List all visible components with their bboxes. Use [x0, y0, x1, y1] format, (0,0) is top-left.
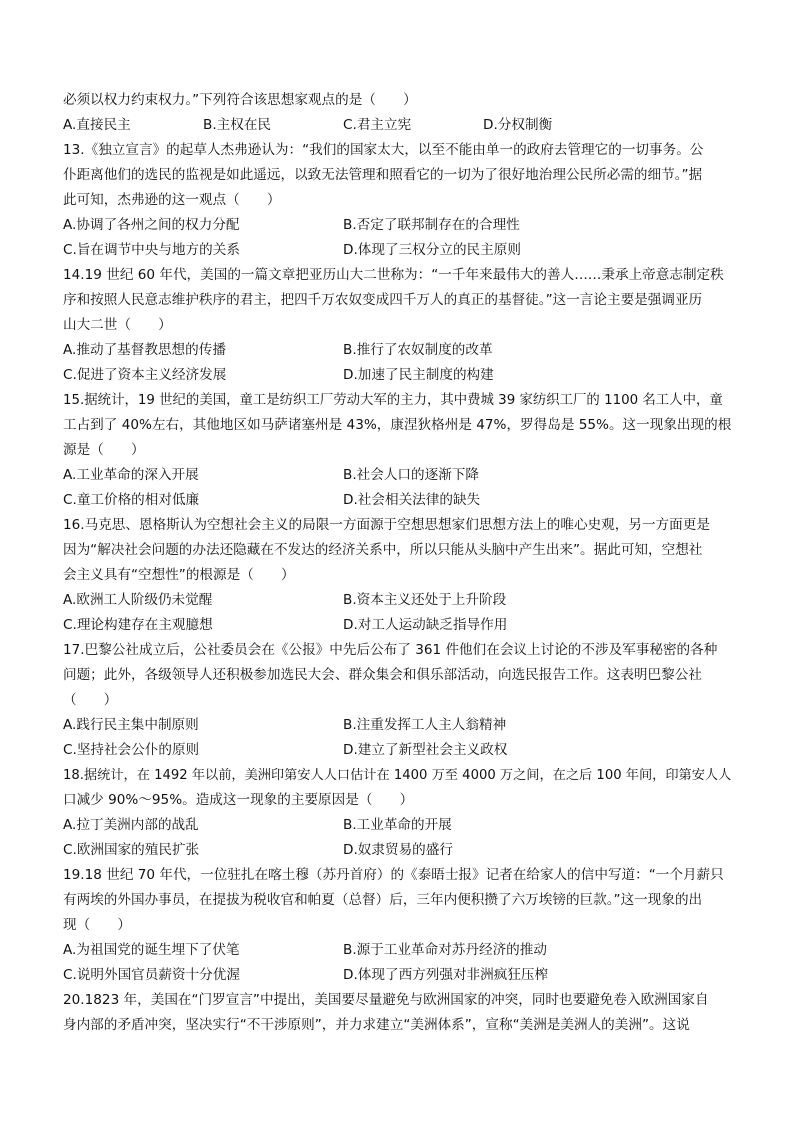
question-stem-line: 会主义具有“空想性”的根源是（ ）: [63, 567, 295, 583]
option-d: D.社会相关法律的缺失: [343, 492, 481, 508]
question-stem-line: （ ）: [63, 692, 118, 708]
option-d: D.加速了民主制度的构建: [343, 367, 494, 383]
option-c: C.欧洲国家的殖民扩张: [63, 842, 200, 858]
option-c: C.君主立宪: [343, 117, 412, 133]
option-a: A.协调了各州之间的权力分配: [63, 217, 240, 233]
question-15: [63, 388, 731, 513]
option-c: C.促进了资本主义经济发展: [63, 367, 227, 383]
option-d: D.对工人运动缺乏指导作用: [343, 617, 508, 633]
option-a: A.为祖国党的诞生埋下了伏笔: [63, 942, 240, 958]
question-stem-line: 19.18 世纪 70 年代，一位驻扎在喀土穆（苏丹首府）的《泰晤士报》记者在给家人的信中写道：“一个月薪只: [63, 867, 724, 883]
question-stem-line: 16.马克思、恩格斯认为空想社会主义的局限一方面源于空想思想家们思想方法上的唯心史观，另一方面更是: [63, 517, 710, 533]
option-a: A.直接民主: [63, 117, 131, 133]
question-stem-line: 现（ ）: [63, 917, 131, 933]
question-options-row: [63, 838, 731, 863]
option-b: B.注重发挥工人主人翁精神: [343, 717, 507, 733]
question-stem-line: 身内部的矛盾冲突，坚决实行“不干涉原则”，并力求建立“美洲体系”，宣称“美洲是美洲人的美洲”。这说: [63, 1017, 690, 1033]
question-options-row: [63, 938, 731, 963]
question-stem-line: 仆距离他们的选民的监视是如此遥远，以致无法管理和照看它的一切为了很好地治理公民所必需的细节。”据: [63, 167, 703, 183]
question-stem-line: 口减少 90%～95%。造成这一现象的主要原因是（ ）: [63, 792, 414, 808]
question-18: [63, 763, 731, 863]
question-stem-line: 工占到了 40%左右，其他地区如马萨诸塞州是 43%，康涅狄格州是 47%，罗得岛是 55%。这一现象出现的根: [63, 417, 732, 433]
option-c: C.说明外国官员薪资十分优渥: [63, 967, 240, 983]
exam-page: [63, 88, 731, 1038]
option-c: C.童工价格的相对低廉: [63, 492, 200, 508]
option-b: B.主权在民: [203, 117, 272, 133]
option-b: B.社会人口的逐渐下降: [343, 467, 479, 483]
question-stem-line: 17.巴黎公社成立后，公社委员会在《公报》中先后公布了 361 件他们在会议上讨论的不涉及军事秘密的各种: [63, 642, 718, 658]
question-stem-line: 山大二世（ ）: [63, 317, 172, 333]
option-d: D.建立了新型社会主义政权: [343, 742, 508, 758]
question-17: [63, 638, 731, 763]
option-b: B.工业革命的开展: [343, 817, 452, 833]
question-stem-line: 有两埃的外国办事员，在提拔为税收官和帕夏（总督）后，三年内便积攒了六万埃镑的巨款。”这一现象的出: [63, 892, 703, 908]
question-options-row: [63, 463, 731, 488]
option-d: D.奴隶贸易的盛行: [343, 842, 453, 858]
question-stem-line: 序和按照人民意志维护秩序的君主，把四千万农奴变成四千万人的真正的基督徒。”这一言论主要是强调亚历: [63, 292, 703, 308]
question-stem-line: 14.19 世纪 60 年代，美国的一篇文章把亚历山大二世称为：“一千年来最伟大的善人……秉承上帝意志制定秩: [63, 267, 724, 283]
option-b: B.推行了农奴制度的改革: [343, 342, 493, 358]
option-b: B.否定了联邦制存在的合理性: [343, 217, 520, 233]
question-options-row: [63, 738, 731, 763]
question-options-row: [63, 338, 731, 363]
option-b: B.资本主义还处于上升阶段: [343, 592, 507, 608]
question-12-options: [63, 113, 731, 138]
option-a: A.欧洲工人阶级仍未觉醒: [63, 592, 213, 608]
question-16: [63, 513, 731, 638]
question-14: [63, 263, 731, 388]
question-options-row: [63, 813, 731, 838]
question-options-row: [63, 238, 731, 263]
option-b: B.源于工业革命对苏丹经济的推动: [343, 942, 547, 958]
question-stem-line: 20.1823 年，美国在“门罗宣言”中提出，美国要尽量避免与欧洲国家的冲突，同时也要避免卷入欧洲国家自: [63, 992, 709, 1008]
question-options-row: [63, 588, 731, 613]
option-a: A.拉丁美洲内部的战乱: [63, 817, 199, 833]
option-a: A.工业革命的深入开展: [63, 467, 199, 483]
option-d: D.体现了西方列强对非洲疯狂压榨: [343, 967, 549, 983]
question-13: [63, 138, 731, 263]
option-a: A.推动了基督教思想的传播: [63, 342, 226, 358]
question-options-row: [63, 613, 731, 638]
question-stem-line: 此可知，杰弗逊的这一观点（ ）: [63, 192, 281, 208]
question-stem-line: 因为“解决社会问题的办法还隐藏在不发达的经济关系中，所以只能从头脑中产生出来”。据此可知，空想社: [63, 542, 703, 558]
question-12-stem-tail: 必须以权力约束权力。”下列符合该思想家观点的是（ ）: [63, 92, 417, 108]
question-stem-line: 18.据统计，在 1492 年以前，美洲印第安人人口估计在 1400 万至 4000 万之间，在之后 100 年间，印第安人人: [63, 768, 732, 783]
question-options-row: [63, 713, 731, 738]
question-stem-line: 源是（ ）: [63, 442, 145, 458]
question-stem-line: 问题；此外，各级领导人还积极参加选民大会、群众集会和俱乐部活动，向选民报告工作。这表明巴黎公社: [63, 667, 702, 683]
option-a: A.践行民主集中制原则: [63, 717, 199, 733]
question-options-row: [63, 363, 731, 388]
question-options-row: [63, 963, 731, 988]
question-options-row: [63, 213, 731, 238]
question-19: [63, 863, 731, 988]
question-stem-line: 15.据统计，19 世纪的美国，童工是纺织工厂劳动大军的主力，其中费城 39 家纺织工厂的 1100 名工人中，童: [63, 393, 723, 408]
question-options-row: [63, 488, 731, 513]
option-c: C.坚持社会公仆的原则: [63, 742, 200, 758]
question-stem-line: 13.《独立宣言》的起草人杰弗逊认为：“我们的国家太大，以至不能由单一的政府去管理它的一切事务。公: [63, 142, 704, 158]
option-c: C.理论构建存在主观臆想: [63, 617, 213, 633]
question-20: [63, 988, 731, 1038]
option-c: C.旨在调节中央与地方的关系: [63, 242, 240, 258]
option-d: D.体现了三权分立的民主原则: [343, 242, 521, 258]
option-d: D.分权制衡: [483, 117, 553, 133]
